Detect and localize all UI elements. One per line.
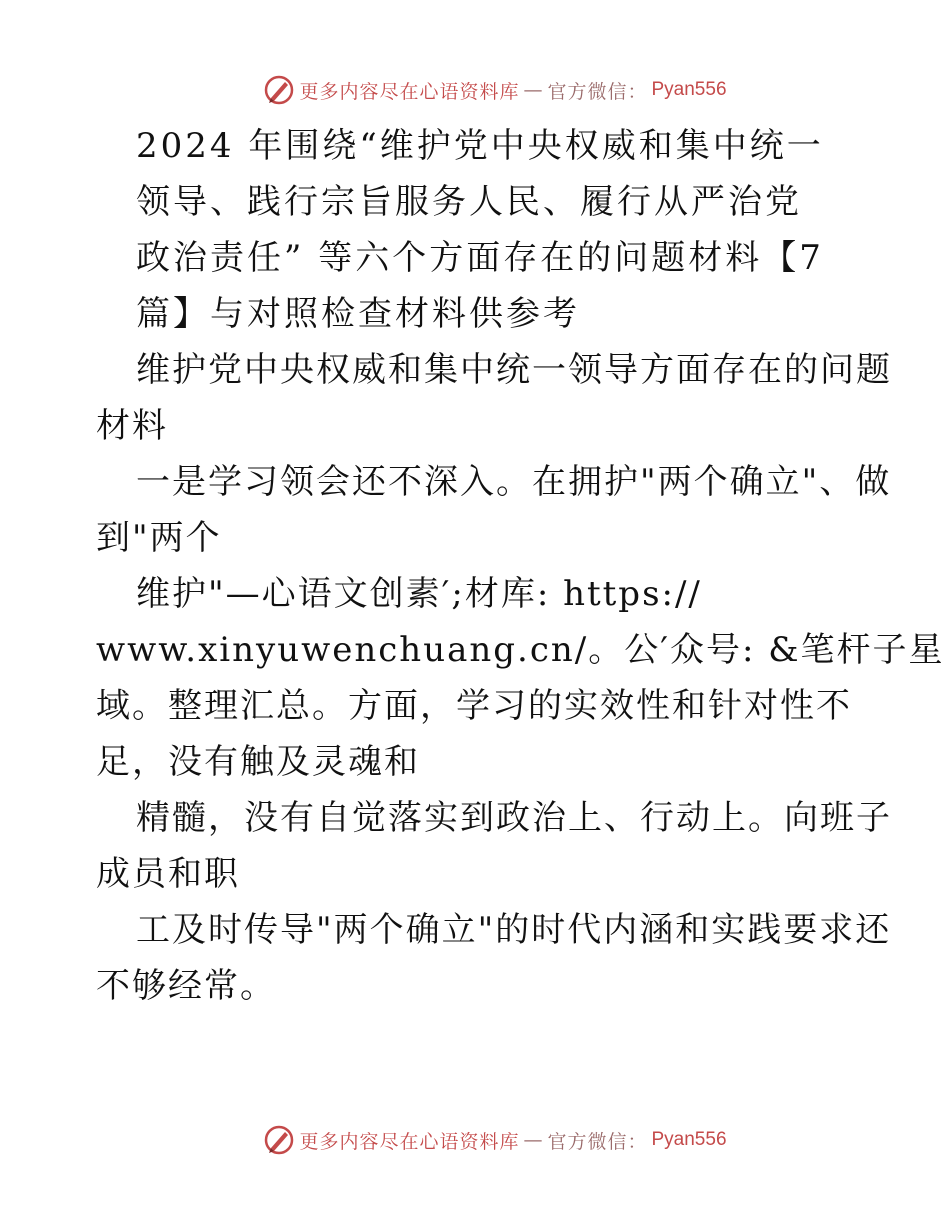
watermark-text: 更多内容尽在心语资料库	[299, 80, 520, 103]
section-heading	[96, 342, 892, 454]
paragraph-line: 精髓，没有自觉落实到政治上、行动上。向班子	[136, 798, 892, 838]
document-title	[96, 118, 856, 342]
document-body	[96, 118, 945, 1014]
title-line: 2024 年围绕“维护党中央权威和集中统一	[136, 126, 824, 166]
paragraph	[96, 790, 892, 902]
paragraph-line: 到"两个	[96, 518, 222, 558]
title-line: 篇】与对照检查材料供参考	[136, 294, 580, 334]
watermark-official-label: 官方微信：	[547, 80, 648, 103]
pen-logo-icon	[263, 1124, 295, 1156]
paragraph-line: 工及时传导"两个确立"的时代内涵和实践要求还	[136, 910, 892, 950]
paragraph-line: 成员和职	[96, 854, 240, 894]
paragraph-line: 不够经常。	[96, 966, 276, 1006]
paragraph-line: 一是学习领会还不深入。在拥护"两个确立"、做	[136, 462, 892, 502]
watermark-official-label: 官方微信：	[547, 1130, 648, 1153]
footer-watermark	[0, 1120, 950, 1160]
watermark-dash: —	[523, 1129, 544, 1151]
paragraph	[96, 566, 945, 790]
header-watermark	[0, 70, 950, 110]
paragraph	[96, 902, 892, 1014]
title-line: 领导、践行宗旨服务人民、履行从严治党	[136, 182, 802, 222]
pen-logo-icon	[263, 74, 295, 106]
watermark-wechat-id: Pyan556	[651, 1129, 727, 1150]
paragraph-line: 足，没有触及灵魂和	[96, 742, 420, 782]
paragraph-line: 域。整理汇总。方面，学习的实效性和针对性不	[96, 686, 852, 726]
paragraph-line: 材料	[96, 406, 168, 446]
paragraph-line: 维护"—心语文创素′;材库: https://	[136, 574, 702, 614]
title-line: 政治责任” 等六个方面存在的问题材料【7	[136, 238, 824, 278]
paragraph	[96, 454, 892, 566]
watermark-text: 更多内容尽在心语资料库	[299, 1130, 520, 1153]
watermark-wechat-id: Pyan556	[651, 79, 727, 100]
watermark-dash: —	[523, 79, 544, 101]
paragraph-line: 维护党中央权威和集中统一领导方面存在的问题	[136, 350, 892, 390]
paragraph-line: www.xinyuwenchuang.cn/。公′众号: &笔杆子星	[96, 630, 945, 670]
